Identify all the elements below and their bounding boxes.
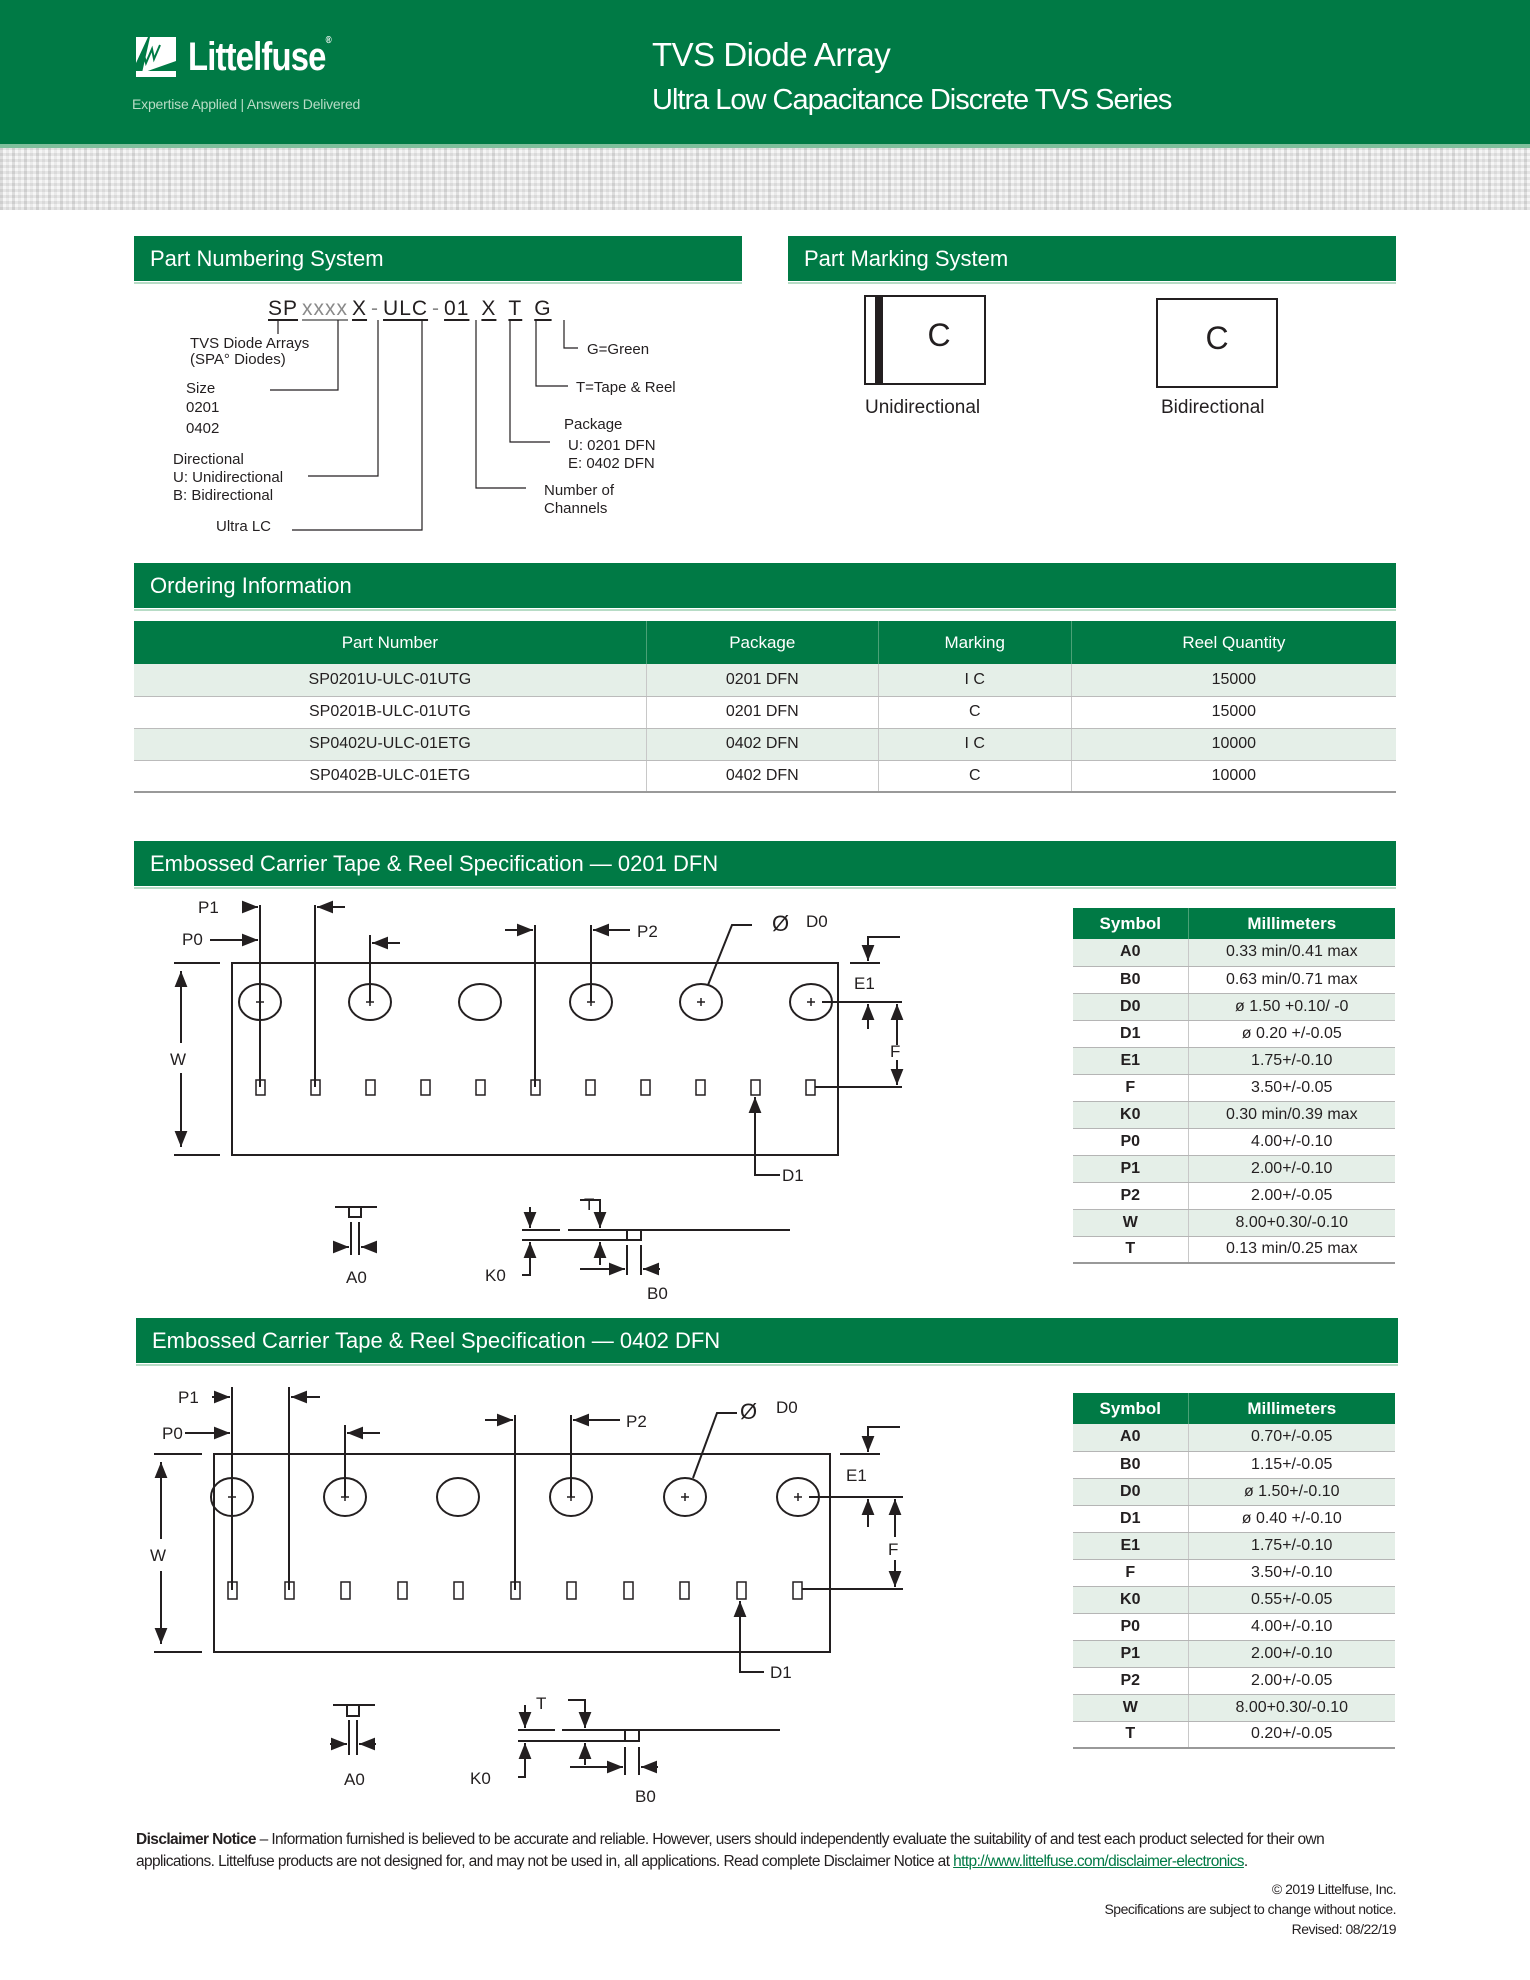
dim-label-e1: E1 [846,1466,867,1485]
spec-header-row [1073,1393,1395,1424]
col-package: Package [646,621,878,664]
col-part-number: Part Number [134,621,646,664]
document-title: TVS Diode Array [652,36,891,73]
col-reel-quantity: Reel Quantity [1071,621,1396,664]
cell-part-number: SP0201U-ULC-01UTG [134,664,646,696]
table-row [1073,1505,1395,1532]
table-row [1073,1424,1395,1451]
section-header-part-numbering: Part Numbering System [134,236,742,281]
cell-symbol: B0 [1073,966,1188,993]
cell-package: 0402 DFN [646,760,878,792]
brand-text: Littelfuse [188,34,326,79]
label-green: G=Green [587,341,650,358]
cell-value: 1.15+/-0.05 [1188,1451,1395,1478]
spec-table-0402 [1073,1393,1395,1749]
disclaimer-end: . [1243,1853,1248,1870]
cell-part-number: SP0402B-ULC-01ETG [134,760,646,792]
cell-value: ø 0.20 +/-0.05 [1188,1020,1395,1047]
table-row [134,664,1396,696]
cell-marking: I C [878,664,1071,696]
cell-package: 0201 DFN [646,664,878,696]
table-row [1073,1236,1395,1263]
table-row [1073,1478,1395,1505]
cell-value: 0.13 min/0.25 max [1188,1236,1395,1263]
table-row [1073,1182,1395,1209]
cell-value: 4.00+/-0.10 [1188,1128,1395,1155]
dim-label-p0: P0 [162,1424,183,1443]
dim-label-p1: P1 [198,898,219,917]
document-subtitle: Ultra Low Capacitance Discrete TVS Series [652,84,1172,116]
table-row [1073,1640,1395,1667]
code-x2: X [481,297,497,320]
code-ulc: ULC [383,297,429,320]
cell-value: 0.55+/-0.05 [1188,1586,1395,1613]
label-package: Package [564,416,623,433]
spec-change-notice: Specifications are subject to change without notice. [1104,1901,1396,1917]
code-dash2: - [432,297,441,320]
cell-value: 2.00+/-0.10 [1188,1640,1395,1667]
cell-symbol: D0 [1073,1478,1188,1505]
table-row [1073,1074,1395,1101]
dim-label-k0: K0 [485,1266,506,1285]
cell-symbol: E1 [1073,1532,1188,1559]
dim-label-p2: P2 [626,1412,647,1431]
table-row [134,760,1396,792]
cell-symbol: P2 [1073,1182,1188,1209]
cell-part-number: SP0201B-ULC-01UTG [134,696,646,728]
col-marking: Marking [878,621,1071,664]
cell-value: 3.50+/-0.05 [1188,1074,1395,1101]
dim-label-a0: A0 [344,1770,365,1789]
dim-label-p0: P0 [182,930,203,949]
dim-label-w: W [150,1546,167,1565]
code-x1: X [352,297,368,320]
label-channels-1: Number of [544,482,615,499]
marking-letter: C [1205,320,1229,356]
code-sp: SP [268,297,299,320]
cell-symbol: D1 [1073,1505,1188,1532]
label-dir-u: U: Unidirectional [173,469,284,486]
cell-symbol: E1 [1073,1047,1188,1074]
page-header [0,0,1530,144]
label-tvs-diode-arrays: TVS Diode Arrays [190,335,310,352]
brand-name [188,35,331,80]
cell-symbol: P0 [1073,1613,1188,1640]
table-row [1073,966,1395,993]
cell-symbol: W [1073,1694,1188,1721]
table-row [1073,1613,1395,1640]
label-size-0201: 0201 [186,399,220,416]
code-xxxx: xxxx [302,297,349,320]
cell-value: 2.00+/-0.05 [1188,1182,1395,1209]
table-row [1073,1047,1395,1074]
table-row [1073,1101,1395,1128]
cell-symbol: D0 [1073,993,1188,1020]
marking-letter: C [927,317,951,353]
cell-symbol: D1 [1073,1020,1188,1047]
cell-symbol: B0 [1073,1451,1188,1478]
dim-label-b0: B0 [647,1284,668,1303]
cell-value: 0.20+/-0.05 [1188,1721,1395,1748]
table-row [1073,1128,1395,1155]
label-pkg-e: E: 0402 DFN [568,455,655,472]
cell-symbol: T [1073,1721,1188,1748]
label-directional: Directional [173,451,244,468]
cell-marking: I C [878,728,1071,760]
code-g: G [534,297,552,320]
cell-reel-quantity: 15000 [1071,664,1396,696]
label-spa-diodes: (SPA° Diodes) [190,351,286,368]
ordering-table [134,621,1396,793]
col-symbol: Symbol [1073,1393,1188,1424]
cell-value: ø 1.50 +0.10/ -0 [1188,993,1395,1020]
revised-date: Revised: 08/22/19 [1291,1921,1396,1937]
marking-unidirectional-label: Unidirectional [865,397,981,418]
marking-bidirectional-box [1156,298,1278,388]
dim-label-d1: D1 [770,1663,792,1682]
section-header-ordering: Ordering Information [134,563,1396,608]
label-tape-reel: T=Tape & Reel [576,379,676,396]
littelfuse-logo [132,33,362,81]
table-row [1073,1586,1395,1613]
spec-table-0201 [1073,908,1395,1264]
cell-value: 0.33 min/0.41 max [1188,939,1395,966]
tape-diagram-0201 [160,895,920,1315]
dim-label-t: T [536,1694,547,1713]
spec-header-row [1073,908,1395,939]
cell-package: 0402 DFN [646,728,878,760]
table-row [1073,1667,1395,1694]
cell-symbol: A0 [1073,1424,1188,1451]
diameter-symbol-icon: Ø [772,911,790,936]
cell-symbol: P1 [1073,1640,1188,1667]
col-symbol: Symbol [1073,908,1188,939]
dim-label-t: T [584,1195,595,1214]
dim-label-k0: K0 [470,1769,491,1788]
marking-unidirectional-box [864,295,986,385]
cell-marking: C [878,696,1071,728]
cell-symbol: K0 [1073,1586,1188,1613]
dim-label-d0: D0 [776,1398,798,1417]
cell-symbol: P1 [1073,1155,1188,1182]
diameter-symbol-icon: Ø [740,1399,758,1424]
table-row [134,728,1396,760]
cell-value: 2.00+/-0.05 [1188,1667,1395,1694]
cell-value: 2.00+/-0.10 [1188,1155,1395,1182]
cell-value: 3.50+/-0.10 [1188,1559,1395,1586]
littelfuse-logo-icon [132,33,180,81]
section-header-part-marking: Part Marking System [788,236,1396,281]
cell-marking: C [878,760,1071,792]
part-number-code [268,297,552,321]
label-size-0402: 0402 [186,420,220,437]
table-row [1073,939,1395,966]
brand-tagline: Expertise Applied | Answers Delivered [132,96,361,112]
cell-value: 8.00+0.30/-0.10 [1188,1694,1395,1721]
table-row [134,696,1396,728]
table-row [1073,1155,1395,1182]
dim-label-p1: P1 [178,1388,199,1407]
ordering-header-row [134,621,1396,664]
cell-symbol: F [1073,1559,1188,1586]
label-dir-b: B: Bidirectional [173,487,274,504]
cell-symbol: P2 [1073,1667,1188,1694]
cell-symbol: A0 [1073,939,1188,966]
cell-value: 1.75+/-0.10 [1188,1047,1395,1074]
cell-reel-quantity: 10000 [1071,728,1396,760]
code-01: 01 [444,297,470,320]
dim-label-e1: E1 [854,974,875,993]
disclaimer-text: – Information furnished is believed to be accurate and reliable. However, users should independently evaluate the suitability of and test each product selected for their own applications. Littelfuse products are not designed for, and may not be used in, all applications. Read complete Disclaimer Notice at [136,1831,1325,1870]
code-dash1: - [371,297,380,320]
cell-value: 0.63 min/0.71 max [1188,966,1395,993]
table-row [1073,1559,1395,1586]
cell-reel-quantity: 10000 [1071,760,1396,792]
label-channels-2: Channels [544,500,608,517]
dim-label-f: F [890,1042,901,1061]
cell-symbol: K0 [1073,1101,1188,1128]
label-size: Size [186,380,216,397]
copyright: © 2019 Littelfuse, Inc. [1271,1881,1396,1897]
header-pattern-band [0,148,1530,210]
cell-value: 0.30 min/0.39 max [1188,1101,1395,1128]
section-header-tape-0402: Embossed Carrier Tape & Reel Specification — 0402 DFN [136,1318,1398,1363]
cell-value: ø 0.40 +/-0.10 [1188,1505,1395,1532]
cell-value: 0.70+/-0.05 [1188,1424,1395,1451]
table-row [1073,1532,1395,1559]
cell-value: 8.00+0.30/-0.10 [1188,1209,1395,1236]
disclaimer-label: Disclaimer Notice [136,1831,256,1848]
code-t: T [508,297,523,320]
cell-package: 0201 DFN [646,696,878,728]
cell-symbol: F [1073,1074,1188,1101]
cell-value: ø 1.50+/-0.10 [1188,1478,1395,1505]
disclaimer-link[interactable]: http://www.littelfuse.com/disclaimer-electronics [953,1853,1244,1870]
disclaimer-notice [136,1829,1406,1873]
cell-value: 1.75+/-0.10 [1188,1532,1395,1559]
dim-label-f: F [888,1540,899,1559]
label-ultra-lc: Ultra LC [216,518,272,535]
marking-bidirectional-label: Bidirectional [1161,397,1265,418]
col-millimeters: Millimeters [1188,1393,1395,1424]
cell-part-number: SP0402U-ULC-01ETG [134,728,646,760]
label-pkg-u: U: 0201 DFN [568,437,656,454]
dim-label-b0: B0 [635,1787,656,1806]
dim-label-d0: D0 [806,912,828,931]
table-row [1073,1451,1395,1478]
cell-symbol: P0 [1073,1128,1188,1155]
table-row [1073,1020,1395,1047]
dim-label-p2: P2 [637,922,658,941]
dim-label-w: W [170,1050,187,1069]
tape-diagram-0402 [140,1375,920,1815]
registered-mark-icon: ® [325,34,331,46]
cell-symbol: T [1073,1236,1188,1263]
section-header-tape-0201: Embossed Carrier Tape & Reel Specification — 0201 DFN [134,841,1396,886]
col-millimeters: Millimeters [1188,908,1395,939]
cell-symbol: W [1073,1209,1188,1236]
table-row [1073,993,1395,1020]
table-row [1073,1209,1395,1236]
table-row [1073,1694,1395,1721]
cell-value: 4.00+/-0.10 [1188,1613,1395,1640]
dim-label-d1: D1 [782,1166,804,1185]
cell-reel-quantity: 15000 [1071,696,1396,728]
table-row [1073,1721,1395,1748]
dim-label-a0: A0 [346,1268,367,1287]
